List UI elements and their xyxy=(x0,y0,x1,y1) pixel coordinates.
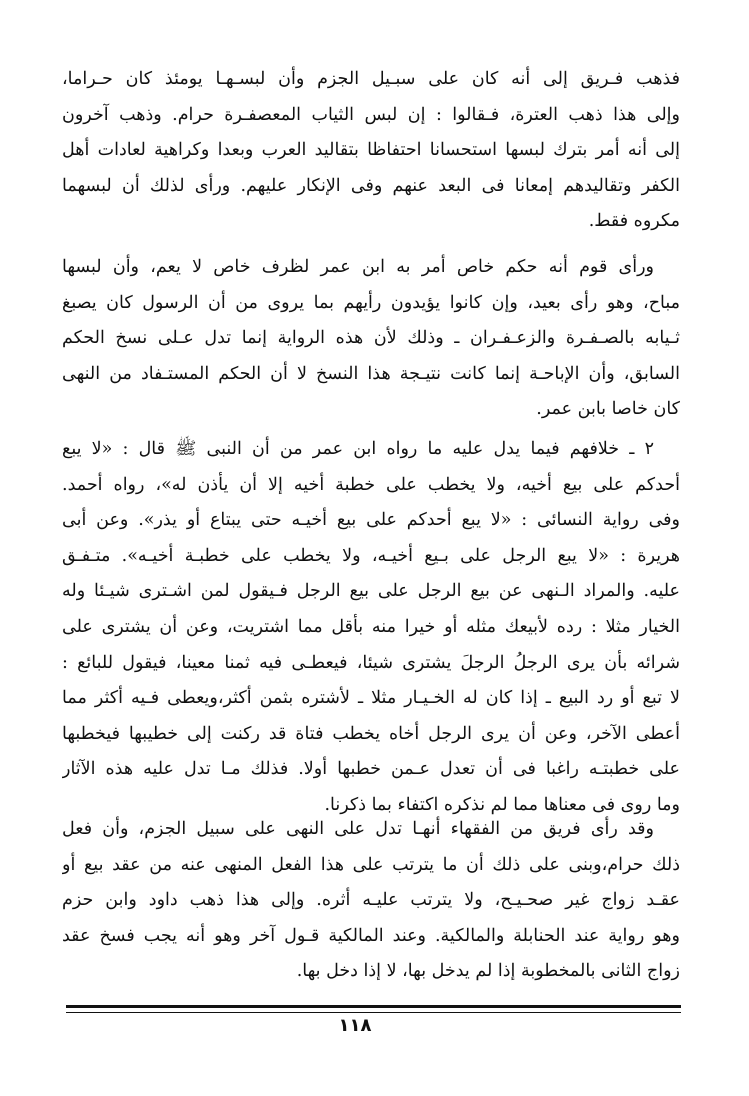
text-line: كان خاصا بابن عمر. xyxy=(536,399,680,420)
text-line: أحدكم على بيع أخيه، ولا يخطب على خطبة أخيه إلا أن يأذن له»، رواه أحمد. xyxy=(62,474,680,495)
text-line: عقـد زواج غير صحـيـح، ولا يترتب عليـه أثره. وإلى هذا ذهب داود وابن حزم xyxy=(62,890,680,911)
text-line: ثـيابه بالصـفـرة والزعـفـران ـ وذلك لأن هذه الرواية إنما تدل عـلى نسخ الحكم xyxy=(62,328,680,349)
text-line: وإلى هذا ذهب العترة، فـقالوا : إن لبس الثياب المعصفـرة حرام. وذهب آخرون xyxy=(62,104,680,125)
text-line: وما روى فى معناها مما لم نذكره اكتفاء بما ذكرنا. xyxy=(324,794,680,815)
page-number: ١١٨ xyxy=(338,1015,372,1036)
text-line: أعطى الآخر، وعن أن يرى الرجل أخاه يخطب فتاة قد ركنت إلى خطيبها فيخطبها xyxy=(62,723,680,744)
text-line: فذهب فـريق إلى أنه كان على سبـيل الجزم وأن لبسـهـا يومئذ كان حـراما، xyxy=(62,69,680,89)
text-line: الكفر وتقاليدهم إمعانا فى البعد عنهم وفى الإنكار عليهم. ورأى لذلك أن لبسهما xyxy=(62,175,680,196)
paragraph-3 xyxy=(62,432,680,824)
paragraph-2 xyxy=(62,250,680,428)
paragraph-4 xyxy=(62,812,680,990)
text-line: زواج الثانى بالمخطوبة إذا لم يدخل بها، لا إذا دخل بها. xyxy=(296,961,680,982)
text-line: إلى أنه أمر بترك لبسها استحسانا احتفاظا بتقاليد العرب وبعدا وكراهية لعادات أهل xyxy=(62,140,680,161)
text-line: وقد رأى فريق من الفقهاء أنهـا تدل على النهى على سبيل الجزم، وأن فعل xyxy=(62,819,654,839)
footer-rule-thick xyxy=(66,1005,681,1008)
text-line: ورأى قوم أنه حكم خاص أمر به ابن عمر لظرف خاص لا يعم، وأن لبسها xyxy=(62,257,654,277)
footer-rule-thin xyxy=(66,1012,681,1013)
text-line: شرائه بأن يرى الرجلُ الرجلَ يشترى شيئا، فيعطـى فيه ثمنا معينا، فيقول للبائع : xyxy=(62,652,680,673)
paragraph-1 xyxy=(62,62,680,240)
text-line: على خطبتـه راغبا فى أن تعدل عـمن خطبها أولا. فذلك مـا تدل عليه هذه الآثار xyxy=(62,759,680,780)
text-line: لا تبع أو رد البيع ـ إذا كان له الخـيـار مثلا ـ لأشتره بثمن أكثر،ويعطى فـيه أكثر مما xyxy=(62,688,680,709)
text-line: وهو رواية عند الحنابلة والمالكية. وعند المالكية قـول آخر وهو أنه يجب فسخ عقد xyxy=(62,925,680,946)
text-line: ذلك حرام،وبنى على ذلك أن ما يترتب على هذا الفعل المنهى عنه من عقد بيع أو xyxy=(62,854,680,875)
text-line: مكروه فقط. xyxy=(588,211,680,232)
text-line: مباح، وهو رأى بعيد، وإن كانوا يؤيدون رأيهم بما يروى من أن الرسول كان يصبغ xyxy=(62,292,680,313)
text-line: وفى رواية النسائى : «لا يبع أحدكم على بيع أخيـه حتى يبتاع أو يذر». وعن أبى xyxy=(62,510,680,531)
text-line: ٢ ـ خلافهم فيما يدل عليه ما رواه ابن عمر من أن النبى ﷺ قال : «لا يبع xyxy=(62,439,654,459)
text-line: السابق، وأن الإباحـة إنما كانت نتيـجة هذا النسخ لا أن الحكم المستـفاد من النهى xyxy=(62,363,680,384)
text-line: الخيار مثلا : رده لأبيعك مثله أو خيرا منه بأقل مما اشتريت، وعن أن يشترى على xyxy=(62,616,680,637)
text-line: عليه. والمراد الـنهى عن بيع الرجل على بيع الرجل فـيقول لمن اشـترى شيـئا وله xyxy=(62,581,680,602)
text-line: هريرة : «لا يبع الرجل على بـيع أخيـه، ولا يخطب على خطبـة أخيـه». متـفـق xyxy=(62,545,680,566)
